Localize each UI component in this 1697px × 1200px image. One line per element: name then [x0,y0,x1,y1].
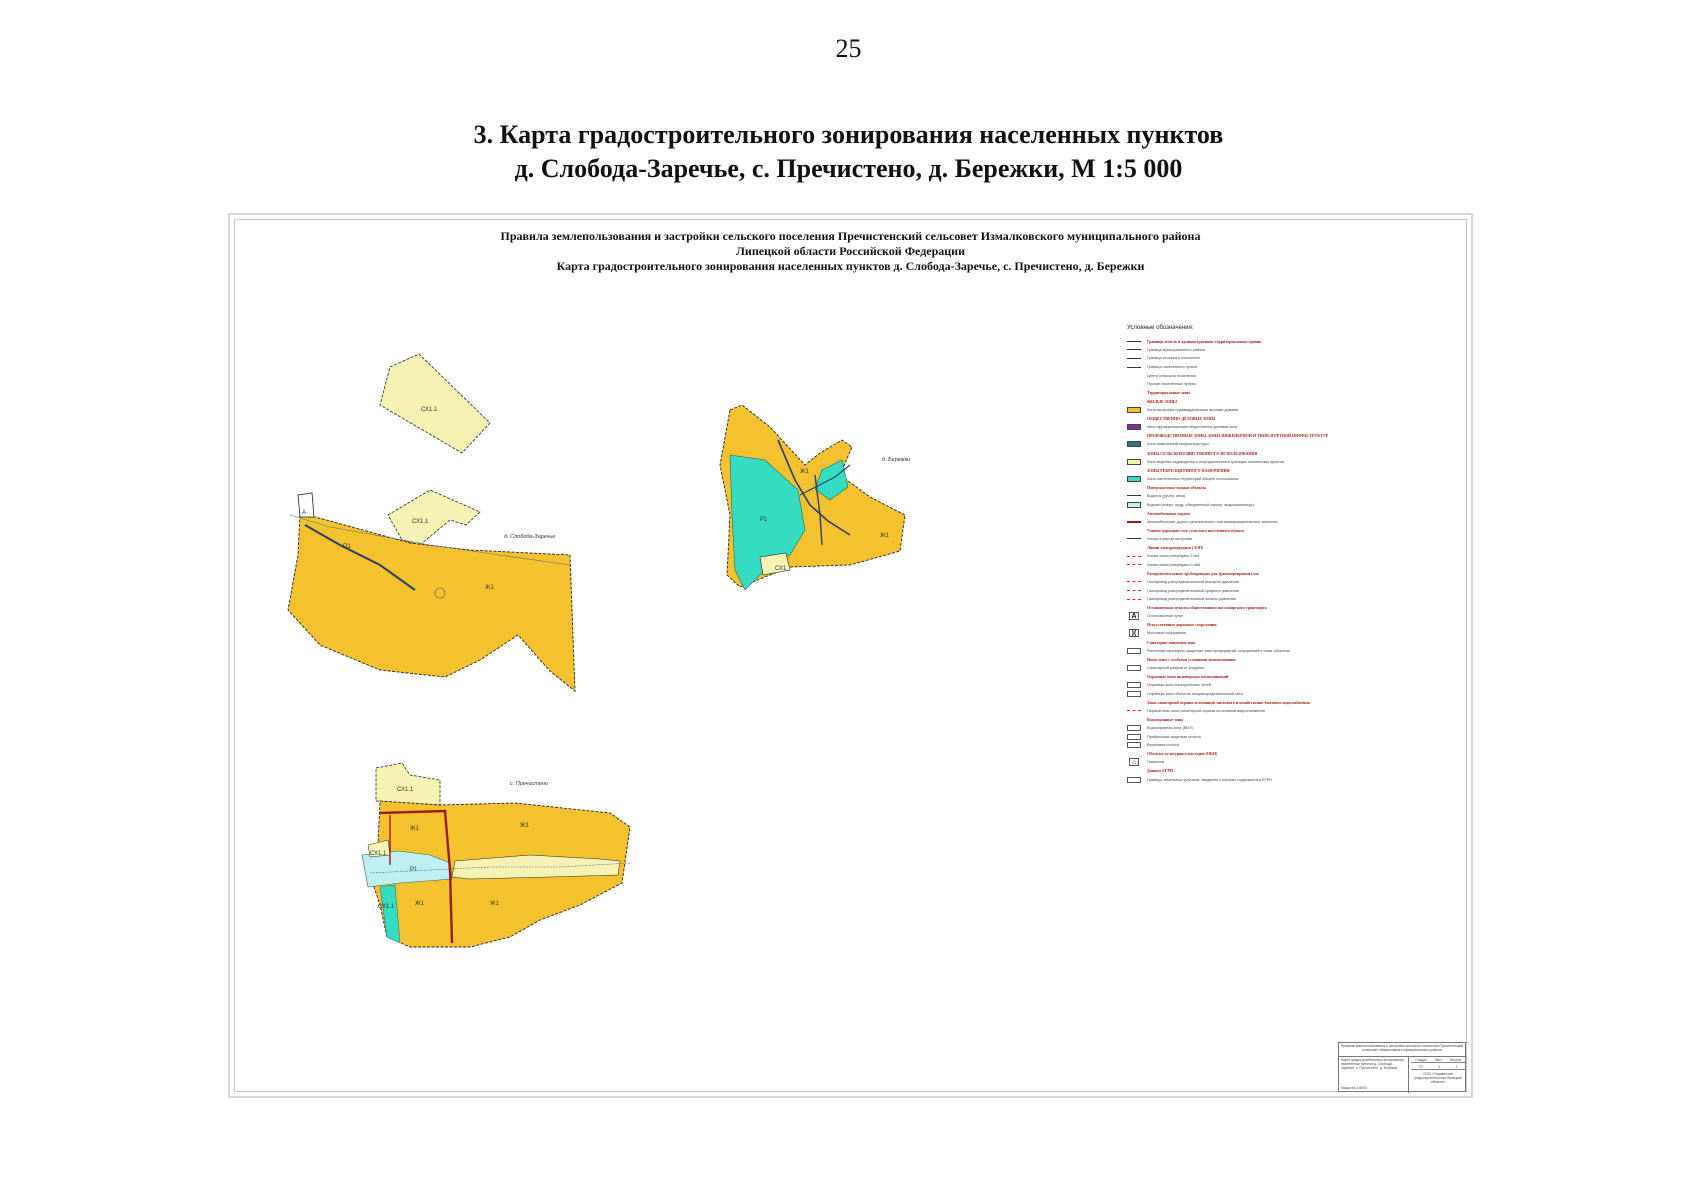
power-line-10-icon [1127,556,1141,557]
legend-label: ЗОНЫ РЕКРЕАЦИОННОГО НАЗНАЧЕНИЯ [1147,467,1230,473]
village-border-icon [1127,367,1141,368]
power-line-04-icon [1127,564,1141,565]
stamp-stage-value: ГП [1418,1065,1423,1069]
legend-spacer [1127,639,1141,645]
pond-icon [1127,502,1141,508]
legend-label: Газопровод распределительный среднего давления [1147,588,1239,593]
town-name-prechisteno: с. Пречистено [510,781,548,787]
stamp-headers [1411,1058,1465,1063]
legend-label: Автомобильные дороги [1147,510,1190,516]
legend-row [1127,655,1377,664]
label-zh1-prechisteno-ne: Ж1 [520,823,529,829]
legend-label: Санитарный разрыв от кладбищ [1147,665,1205,670]
legend-spacer [1127,545,1141,551]
legend-spacer [1127,622,1141,628]
legend-row [1127,535,1377,544]
zone-r1-icon [1127,476,1141,482]
legend-label: Линии электропередачи (ЛЭП) [1147,545,1204,551]
legend-label: Памятник [1147,760,1165,765]
legend-label: Объекты культурного наследия (ОКН) [1147,751,1218,757]
legend-row [1127,346,1377,355]
legend-row [1127,414,1377,423]
legend-row [1127,698,1377,707]
stamp-sheet-label: Лист [1434,1058,1442,1062]
legend-label: Улицы в жилой застройке [1147,536,1193,541]
label-a-sloboda: А [302,510,307,516]
legend-row [1127,603,1377,612]
legend-row [1127,612,1377,621]
legend-row [1127,389,1377,398]
legend-spacer [1127,673,1141,679]
legend-row [1127,543,1377,552]
legend-spacer [1127,605,1141,611]
legend-label: ЗОНЫ СЕЛЬСКОХОЗЯЙСТВЕННОГО ИСПОЛЬЗОВАНИЯ [1147,450,1258,456]
legend-label: Газопровод распределительный низкого давления [1147,597,1237,602]
document-title-line-2: д. Слобода-Заречье, с. Пречистено, д. Бережки, М 1:5 000 [514,154,1183,183]
legend-label: Иные зоны с особыми условиями использования [1147,656,1236,662]
stamp-sheet-name-cell [1339,1057,1409,1093]
legend-row [1127,337,1377,346]
legend-label: Зона инженерной инфраструктуры [1147,442,1209,447]
road-icon [1127,521,1141,523]
legend-row [1127,741,1377,750]
water-guard-zone-icon [1127,710,1141,711]
legend-header: Условные обозначения: [1127,325,1194,331]
legend-label: Линии электропередачи 0,4кВ [1147,562,1201,567]
legend-row [1127,689,1377,698]
label-sh11-middle: СХ1.1 [412,519,429,525]
legend-row [1127,380,1377,389]
legend-spacer [1127,570,1141,576]
legend-row [1127,371,1377,380]
bridge-icon: )( [1129,629,1139,637]
legend-spacer [1127,390,1141,396]
town-name-berezhki: д. Бережки [882,457,911,463]
legend-label: Зона озелененных территорий общего пользования [1147,476,1239,481]
legend-row [1127,638,1377,647]
legend-label: Мостовое сооружение [1147,631,1187,636]
legend-spacer [1127,484,1141,490]
title-block-stamp [1338,1042,1466,1092]
legend-row [1127,569,1377,578]
legend-spacer [1127,716,1141,722]
legend-label: Водоем (озеро, пруд, обводненный карьер, водохранилище) [1147,502,1254,507]
legend-spacer [1127,656,1141,662]
label-zh1-prechisteno-north: Ж1 [410,826,419,832]
legend-label: Автомобильные дороги регионального или межмуниципального значения [1147,519,1278,524]
legend-label: Прибрежная защитная полоса [1147,734,1201,739]
legend-row [1127,363,1377,372]
legend-row [1127,552,1377,561]
legend-spacer [1127,510,1141,516]
legend-label: Газопровод распределительный высокого давления [1147,579,1239,584]
legend-label: Многофункциональная общественно-деловая зона [1147,425,1238,430]
legend-label: Линии электропередачи 10кВ [1147,554,1199,559]
legend-label: Расчетная санитарно-защитная зона предприятий, сооружений и иных объектов [1147,648,1290,653]
legend-row [1127,664,1377,673]
legend-label: Искусственные дорожные сооружения [1147,622,1217,628]
stream-icon [1127,495,1141,496]
label-sh1-berezhki: СХ1 [775,566,787,572]
legend-label: Улично-дорожная сеть сельского населенного пункта [1147,527,1245,533]
legend-label: Водоток (ручей, река) [1147,493,1186,498]
zone-zh1-icon [1127,407,1141,413]
zone-od-icon [1127,424,1141,430]
document-title [0,118,1697,186]
legend-spacer [1127,433,1141,439]
legend-row [1127,724,1377,733]
page-number: 25 [835,34,862,63]
label-p1-sloboda: П1 [343,544,351,550]
legend-label: ОБЩЕСТВЕННО-ДЕЛОВЫЕ ЗОНЫ [1147,416,1216,422]
legend-label: Первый пояс зоны санитарной охраны источников водоснабжения [1147,708,1265,713]
legend-row [1127,526,1377,535]
legend-label: Граница населенного пункта [1147,365,1198,370]
label-zh1-berezhki-north: Ж1 [800,469,809,475]
legend-row [1127,517,1377,526]
legend-row [1127,595,1377,604]
locality-name-icon [1127,381,1141,387]
gas-mid-icon [1127,590,1141,591]
legend-row [1127,578,1377,587]
legend-rows [1127,337,1377,784]
stamp-meta-cell [1409,1057,1467,1093]
legend-row [1127,586,1377,595]
label-r1-berezhki: Р1 [760,517,768,523]
label-sh11-prechisteno: СХ1.1 [397,787,414,793]
label-sh11-west: СХ1.1 [370,851,387,857]
cadastre-icon [1127,777,1141,783]
stamp-sheets-label: Листов [1449,1058,1461,1062]
legend-row [1127,457,1377,466]
legend-row [1127,509,1377,518]
stamp-sheet-name: Карта градостроительного зонирования населенных пунктов д. Слобода-Заречье, с. Пречистено, д. Бережки [1341,1058,1404,1070]
legend-label: Охранная зона электрических сетей [1147,683,1211,688]
legend-row [1127,621,1377,630]
legend-row [1127,681,1377,690]
legend-label: Водоохранные зоны [1147,716,1184,722]
map-sheet-title-line-3: Карта градостроительного зонирования населенных пунктов д. Слобода-Заречье, с. Пречистено, д. Бережки [556,259,1145,273]
legend-row [1127,483,1377,492]
legend-row [1127,767,1377,776]
stamp-stage-label: Стадия [1415,1058,1427,1062]
shore-strip-icon [1127,742,1141,748]
district-border-icon [1127,349,1141,350]
legend-label: Границы земель и административно-территориальных единиц [1147,338,1262,344]
label-zh1-sloboda: Ж1 [485,585,494,591]
stamp-project-title: Правила землепользования и застройки сельского поселения Пречистенский сельсовет Измалковского муниципального района [1339,1043,1465,1057]
boundary-line-icon [1127,341,1141,342]
water-protect-zone-icon [1127,725,1141,731]
legend-label: Зоны санитарной охраны источников питьевого и хозяйственно-бытового водоснабжения [1147,699,1310,705]
legend-row [1127,354,1377,363]
legend-label: ПРОИЗВОДСТВЕННЫЕ ЗОНЫ, ЗОНЫ ИНЖЕНЕРНОЙ И ТРАНСПОРТНОЙ ИНФРАСТРУКТУР [1147,433,1329,439]
village-name-icon [1127,373,1141,379]
legend-row [1127,758,1377,767]
street-icon [1127,538,1141,539]
legend-row [1127,492,1377,501]
legend-spacer [1127,699,1141,705]
legend-spacer [1127,751,1141,757]
village-prechisteno [362,763,630,947]
legend-row [1127,560,1377,569]
legend-row [1127,432,1377,441]
bus-stop-icon: A [1129,612,1139,620]
power-guard-zone-icon [1127,682,1141,688]
legend-row [1127,475,1377,484]
legend-label: Данные ЕГРН [1147,768,1174,774]
legend-label: Зона ведения садоводства и огородничества в границах населенных пунктов [1147,459,1284,464]
legend-label: Зона застройки индивидуальными жилыми домами [1147,408,1239,413]
label-zh1-prechisteno-se: Ж1 [490,901,499,907]
coastal-zone-icon [1127,734,1141,740]
gas-guard-zone-icon [1127,691,1141,697]
legend-row [1127,732,1377,741]
legend-label: Водоохранная зона (ВОЗ) [1147,726,1193,731]
legend-spacer [1127,398,1141,404]
legend-row [1127,715,1377,724]
legend-row [1127,672,1377,681]
town-name-sloboda: д. Слобода-Заречье [504,534,556,540]
label-sh11-north: СХ1.1 [421,407,438,413]
legend-row [1127,466,1377,475]
monument-icon: ⌂ [1129,758,1139,766]
legend-label: Охранная зона объектов газораспределительной сети [1147,691,1243,696]
map-sheet [228,213,1473,1098]
map-sheet-title-line-2: Липецкой области Российской Федерации [735,244,966,258]
label-sh11-southwest: СХ1.1 [378,904,395,910]
legend-label: Территориальные зоны [1147,390,1191,396]
stamp-organization: ООО «Управление градостроительства Липецкой области» [1414,1072,1462,1084]
legend-label: Прочие населенные пункты [1147,382,1196,387]
legend-spacer [1127,467,1141,473]
legend-label: Поверхностные водные объекты [1147,484,1207,490]
zone-agricultural-middle [388,490,480,545]
label-zh1-prechisteno-south: Ж1 [415,901,424,907]
sanitary-zone-icon [1127,648,1141,654]
legend-label: Остановочные пункты общественного пассажирского транспорта [1147,605,1267,611]
cemetery-zone-icon [1127,665,1141,671]
legend-label: Остановочный пункт [1147,614,1184,619]
legend-row [1127,707,1377,716]
legend-spacer [1127,450,1141,456]
zone-p1-icon [1127,441,1141,447]
legend-row [1127,629,1377,638]
gas-high-icon [1127,581,1141,582]
label-r1-prechisteno: Р1 [410,867,418,873]
stamp-sheets-value: 1 [1455,1065,1458,1069]
zone-agricultural-prechisteno [376,763,440,805]
legend-row [1127,423,1377,432]
legend-spacer [1127,416,1141,422]
settlement-border-icon [1127,358,1141,359]
gas-low-icon [1127,599,1141,600]
legend-label: Санитарно-защитная зона [1147,639,1195,645]
legend-row [1127,406,1377,415]
legend-label: Границы земельных участков, сведения о которых содержатся в ЕГРН [1147,777,1272,782]
zone-sh11-icon [1127,459,1141,465]
map-legend [1127,325,1377,784]
document-title-line-1: 3. Карта градостроительного зонирования населенных пунктов [473,120,1224,149]
legend-row [1127,440,1377,449]
legend-label: Граница муниципального района [1147,347,1206,352]
legend-label: Охранные зоны инженерных коммуникаций [1147,673,1229,679]
legend-spacer [1127,527,1141,533]
legend-label: Распределительные трубопроводы для транспортировки газа [1147,570,1259,576]
village-berezhki [720,405,910,590]
zone-agricultural-north [380,354,490,453]
legend-row [1127,750,1377,759]
legend-label: ЖИЛЫЕ ЗОНЫ [1147,398,1177,404]
legend-label: Береговая полоса [1147,743,1179,748]
legend-row [1127,775,1377,784]
stamp-sheet-value: 1 [1438,1065,1441,1069]
legend-label: Центр сельского поселения [1147,373,1196,378]
legend-spacer [1127,768,1141,774]
legend-row [1127,449,1377,458]
legend-label: Граница сельского поселения [1147,356,1200,361]
stamp-values [1411,1065,1465,1070]
stamp-scale: Масштаб 1:5000 [1341,1086,1367,1090]
legend-row [1127,500,1377,509]
map-sheet-title-line-1: Правила землепользования и застройки сельского поселения Пречистенский сельсовет Измалковского муниципального района [500,229,1201,243]
legend-row [1127,397,1377,406]
village-sloboda-zarechye [288,354,575,691]
legend-row [1127,646,1377,655]
label-zh1-berezhki-east: Ж1 [880,533,889,539]
